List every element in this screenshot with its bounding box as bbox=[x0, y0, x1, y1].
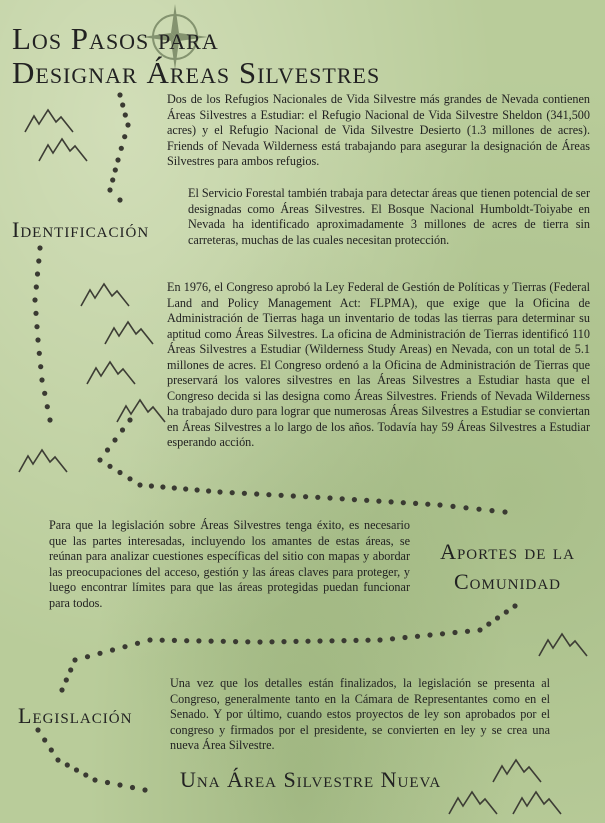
trail-dot bbox=[45, 404, 50, 409]
page-title bbox=[12, 22, 380, 90]
mountain-icon bbox=[492, 758, 542, 784]
trail-dot bbox=[147, 637, 152, 642]
trail-dot bbox=[83, 772, 88, 777]
trail-dot bbox=[463, 505, 468, 510]
trail-dot bbox=[112, 437, 117, 442]
trail-dot bbox=[279, 493, 284, 498]
trail-dot bbox=[440, 631, 445, 636]
trail-dot bbox=[92, 777, 97, 782]
trail-dot bbox=[217, 489, 222, 494]
trail-dot bbox=[233, 639, 238, 644]
trail-dot bbox=[486, 621, 491, 626]
trail-dot bbox=[477, 627, 482, 632]
trail-dot bbox=[47, 417, 52, 422]
trail-dot bbox=[49, 747, 54, 752]
trail-dot bbox=[291, 493, 296, 498]
trail-dot bbox=[34, 324, 39, 329]
trail-dot bbox=[59, 687, 64, 692]
trail-dot bbox=[352, 497, 357, 502]
paragraph-legislacion: Una vez que los detalles están finalizados, la legislación se presenta al Congreso, generalmente tanto en la Cámara de Representantes como en el Senado. Y por último, cuando estos proyectos de ley son aprobados por el congreso y firmados por el presidente, se convierten en ley y se crea una nueva Área Silvestre. bbox=[170, 676, 550, 752]
trail-dot bbox=[105, 780, 110, 785]
trail-dot bbox=[72, 657, 77, 662]
trail-dot bbox=[97, 457, 102, 462]
trail-dot bbox=[125, 122, 130, 127]
trail-dot bbox=[42, 391, 47, 396]
trail-dot bbox=[32, 297, 37, 302]
trail-dot bbox=[119, 146, 124, 151]
trail-dot bbox=[172, 638, 177, 643]
trail-dot bbox=[329, 638, 334, 643]
trail-dot bbox=[107, 464, 112, 469]
trail-dot bbox=[183, 486, 188, 491]
trail-dot bbox=[465, 629, 470, 634]
mountain-icon bbox=[18, 448, 68, 474]
trail-dot bbox=[303, 494, 308, 499]
trail-dot bbox=[452, 630, 457, 635]
trail-dot bbox=[413, 501, 418, 506]
paragraph-refugios: Dos de los Refugios Nacionales de Vida Silvestre más grandes de Nevada contienen Áreas Silvestres a Estudiar: el Refugio Nacional de Vida Silvestre Sheldon (341,500 acres) y el Refugio Nacional de Vida Silvestre Desierto (1.3 millones de acres). Friends of Nevada Wilderness está trabajando para asegurar la designación de Áreas Silvestres para ambos refugios. bbox=[167, 92, 590, 168]
trail-dot bbox=[327, 495, 332, 500]
trail-dot bbox=[122, 644, 127, 649]
paragraph-aportes-comunidad: Para que la legislación sobre Áreas Silvestres tenga éxito, es necesario que las partes interesadas, incluyendo los amantes de estas áreas, se reúnan para analizar cuestiones específicas del sitio con mapas y abordar las preocupaciones del acceso, gestión y las áreas claves para proteger, y luego encontrar límites para que las áreas protegidas puedan funcionar para todos. bbox=[49, 518, 410, 610]
paragraph-servicio-forestal: El Servicio Forestal también trabaja para detectar áreas que tienen potencial de ser designadas como Áreas Silvestres. El Bosque Nacional Humboldt-Toiyabe en Nevada ha identificado aproximadamente 3 millones de acres de tierra sin carreteras, muchas de las cuales necesitan protección. bbox=[188, 186, 591, 247]
trail-dot bbox=[135, 641, 140, 646]
trail-dot bbox=[266, 492, 271, 497]
trail-dot bbox=[269, 639, 274, 644]
trail-dot bbox=[184, 638, 189, 643]
mountain-icon bbox=[80, 282, 130, 308]
trail-dot bbox=[35, 337, 40, 342]
trail-dot bbox=[317, 638, 322, 643]
mountain-icon bbox=[24, 108, 74, 134]
trail-dot bbox=[257, 639, 262, 644]
trail-dot bbox=[127, 476, 132, 481]
trail-dot bbox=[142, 787, 147, 792]
trail-dot bbox=[160, 638, 165, 643]
trail-dot bbox=[115, 157, 120, 162]
heading-aportes-line-2: Comunidad bbox=[453, 569, 561, 594]
trail-dot bbox=[85, 654, 90, 659]
trail-dot bbox=[117, 470, 122, 475]
mountain-icon bbox=[116, 398, 166, 424]
trail-dot bbox=[195, 487, 200, 492]
trail-dot bbox=[64, 677, 69, 682]
trail-dot bbox=[196, 638, 201, 643]
trail-dot bbox=[117, 782, 122, 787]
trail-dot bbox=[245, 639, 250, 644]
trail-dot bbox=[390, 636, 395, 641]
trail-dot bbox=[376, 499, 381, 504]
mountain-icon bbox=[448, 790, 498, 816]
trail-dot bbox=[149, 483, 154, 488]
trail-dot bbox=[37, 245, 42, 250]
mountain-icon bbox=[538, 632, 588, 658]
trail-dot bbox=[34, 284, 39, 289]
trail-dot bbox=[364, 498, 369, 503]
heading-identificacion: Identificación bbox=[12, 217, 150, 242]
trail-dot bbox=[65, 762, 70, 767]
trail-dot bbox=[117, 197, 122, 202]
mountain-icon bbox=[512, 790, 562, 816]
trail-dot bbox=[55, 757, 60, 762]
trail-dot bbox=[365, 638, 370, 643]
trail-dot bbox=[254, 491, 259, 496]
paragraph-flpma: En 1976, el Congreso aprobó la Ley Federal de Gestión de Políticas y Tierras (Federal Land and Policy Management Act: FLPMA), que exige que la Oficina de Administración de Tierras haga un inventario de todas las tierras para determinar su aptitud como Áreas Silvestres. La oficina de Administración de Tierras identificó 110 Áreas Silvestres a Estudiar (Wilderness Study Areas) en Nevada, con un total de 5.1 millones de acres. El Congreso ordenó a la Oficina de Administración de Tierras que preservará los valores silvestres en las Áreas Silvestres a Estudiar hasta que el Congreso decida si las designa como Áreas Silvestres. Friends of Nevada Wilderness ha trabajado duro para lograr que numerosas Áreas Silvestres a Estudiar se conviertan en Áreas Silvestres a lo largo de los años. Todavía hay 59 Áreas Silvestres a Estudiar esperando acción. bbox=[167, 280, 590, 449]
trail-dot bbox=[230, 490, 235, 495]
title-line-2: Designar Áreas Silvestres bbox=[12, 55, 381, 90]
trail-dot bbox=[113, 167, 118, 172]
trail-dot bbox=[389, 499, 394, 504]
trail-dot bbox=[120, 102, 125, 107]
trail-dot bbox=[33, 311, 38, 316]
trail-dot bbox=[512, 603, 517, 608]
trail-dot bbox=[209, 639, 214, 644]
trail-dot bbox=[110, 177, 115, 182]
heading-aportes-de-la-comunidad bbox=[415, 537, 600, 597]
trail-dot bbox=[172, 485, 177, 490]
trail-dot bbox=[206, 488, 211, 493]
trail-dot bbox=[427, 632, 432, 637]
trail-dot bbox=[38, 364, 43, 369]
trail-dot bbox=[137, 482, 142, 487]
mountain-icon bbox=[38, 137, 88, 163]
heading-aportes-line-1: Aportes de la bbox=[440, 539, 575, 564]
trail-dot bbox=[425, 502, 430, 507]
trail-dot bbox=[489, 508, 494, 513]
trail-dot bbox=[123, 112, 128, 117]
trail-dot bbox=[42, 737, 47, 742]
trail-dot bbox=[39, 377, 44, 382]
trail-dot bbox=[117, 92, 122, 97]
trail-dot bbox=[68, 667, 73, 672]
trail-dot bbox=[221, 639, 226, 644]
trail-dot bbox=[130, 785, 135, 790]
trail-dot bbox=[504, 609, 509, 614]
trail-dot bbox=[74, 767, 79, 772]
trail-dot bbox=[110, 647, 115, 652]
trail-dot bbox=[401, 500, 406, 505]
mountain-icon bbox=[104, 320, 154, 346]
trail-dot bbox=[105, 447, 110, 452]
trail-dot bbox=[341, 638, 346, 643]
trail-dot bbox=[437, 502, 442, 507]
trail-dot bbox=[293, 639, 298, 644]
trail-dot bbox=[160, 484, 165, 489]
trail-dot bbox=[402, 635, 407, 640]
heading-nueva-area-silvestre: Una Área Silvestre Nueva bbox=[180, 767, 442, 792]
trail-dot bbox=[353, 638, 358, 643]
heading-legislacion: Legislación bbox=[18, 703, 133, 728]
mountain-icon bbox=[86, 360, 136, 386]
trail-dot bbox=[37, 351, 42, 356]
trail-dot bbox=[242, 491, 247, 496]
trail-dot bbox=[122, 134, 127, 139]
trail-dot bbox=[340, 496, 345, 501]
trail-dot bbox=[281, 639, 286, 644]
trail-dot bbox=[36, 258, 41, 263]
trail-dot bbox=[120, 427, 125, 432]
trail-dot bbox=[315, 495, 320, 500]
trail-dot bbox=[450, 504, 455, 509]
trail-dot bbox=[415, 634, 420, 639]
trail-dot bbox=[502, 509, 507, 514]
trail-dot bbox=[305, 639, 310, 644]
title-line-1: Los Pasos para bbox=[12, 21, 219, 56]
trail-dot bbox=[495, 615, 500, 620]
trail-dot bbox=[107, 187, 112, 192]
trail-dot bbox=[377, 637, 382, 642]
trail-dot bbox=[35, 271, 40, 276]
trail-dot bbox=[97, 651, 102, 656]
trail-dot bbox=[476, 507, 481, 512]
